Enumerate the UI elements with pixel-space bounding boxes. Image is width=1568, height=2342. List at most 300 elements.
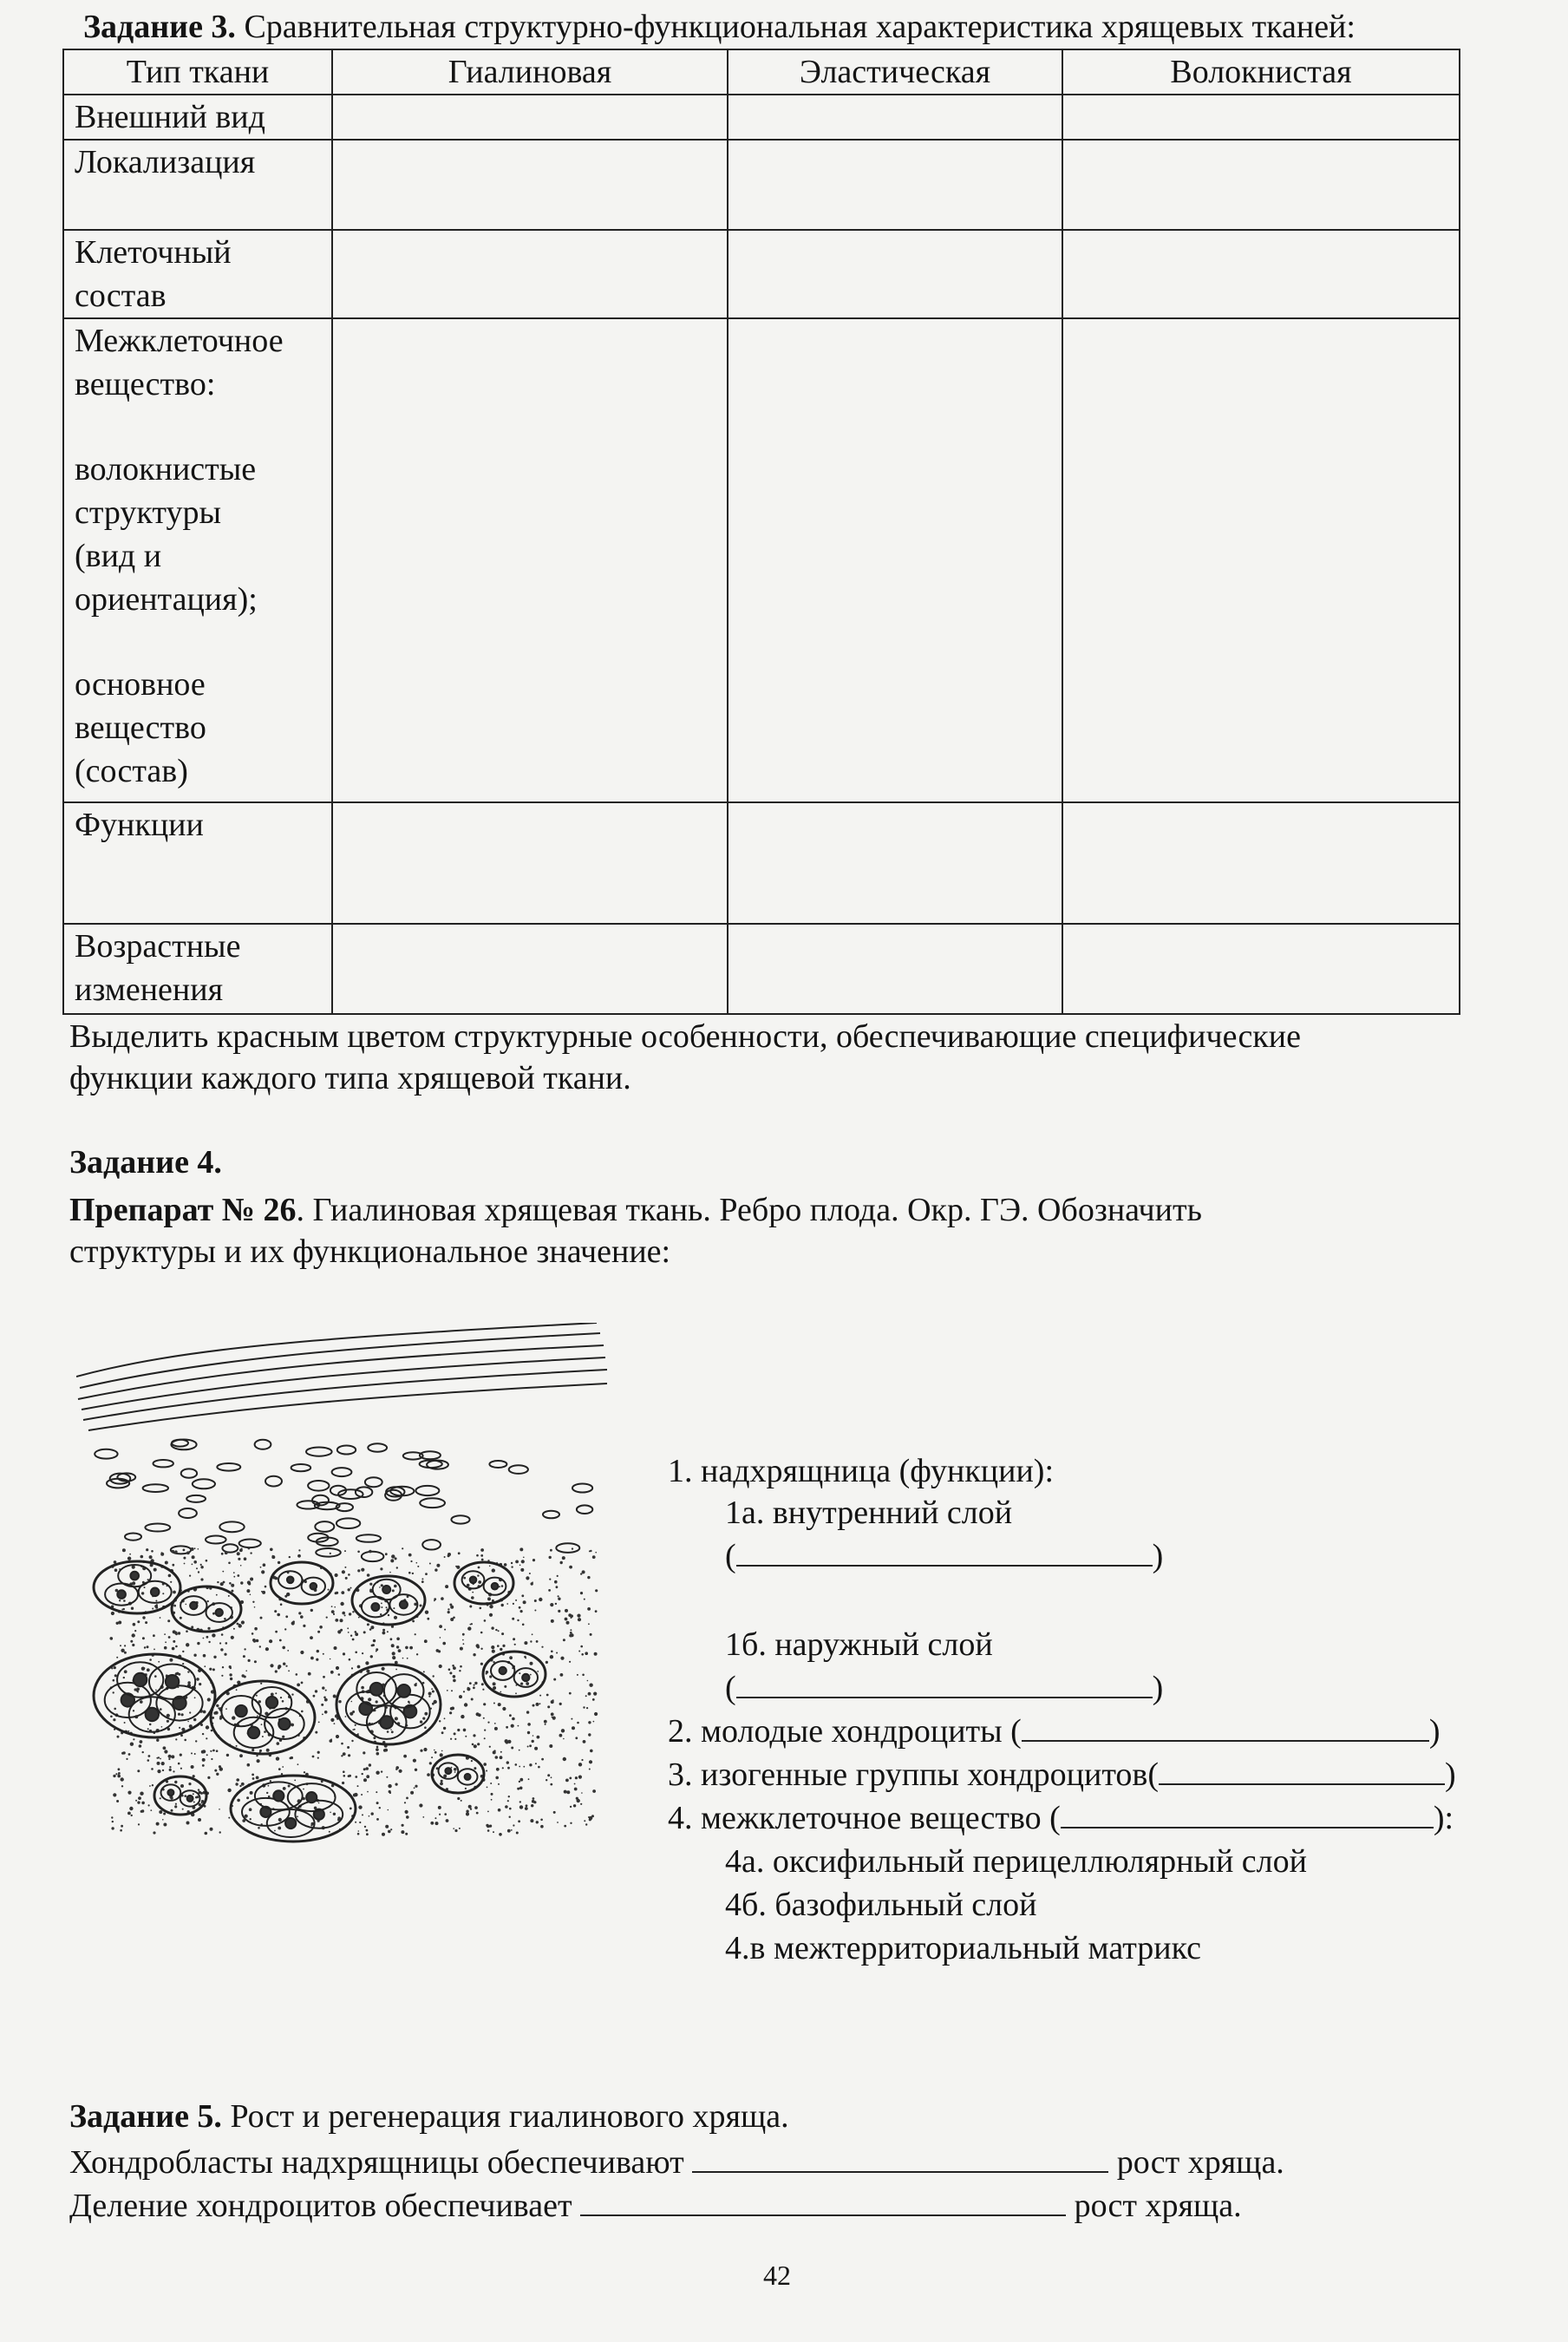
matrix-granule (456, 1566, 460, 1569)
matrix-granule (265, 1586, 267, 1588)
matrix-granule (537, 1671, 539, 1672)
matrix-granule (369, 1763, 371, 1766)
matrix-granule (424, 1726, 427, 1729)
row-age-line2: изменения (75, 971, 224, 1008)
matrix-granule (131, 1607, 134, 1610)
matrix-granule (216, 1750, 219, 1752)
matrix-granule (304, 1771, 305, 1773)
matrix-granule (148, 1804, 150, 1806)
matrix-granule (270, 1664, 273, 1667)
matrix-granule (547, 1774, 550, 1776)
matrix-granule (180, 1768, 182, 1770)
matrix-granule (388, 1809, 389, 1811)
matrix-granule (212, 1613, 215, 1615)
matrix-granule (245, 1670, 247, 1671)
table-cell[interactable] (728, 802, 1062, 924)
matrix-granule (179, 1727, 180, 1729)
matrix-granule (330, 1739, 333, 1743)
matrix-granule (225, 1551, 228, 1554)
matrix-granule (282, 1700, 284, 1703)
matrix-granule (206, 1737, 207, 1739)
matrix-granule (244, 1557, 247, 1560)
matrix-granule (189, 1711, 191, 1713)
matrix-granule (386, 1776, 388, 1778)
matrix-granule (480, 1554, 483, 1557)
matrix-granule (172, 1564, 174, 1567)
matrix-granule (342, 1782, 344, 1784)
matrix-granule (257, 1715, 258, 1717)
matrix-granule (117, 1775, 121, 1778)
matrix-granule (376, 1748, 379, 1751)
matrix-granule (521, 1560, 525, 1563)
matrix-granule (222, 1571, 224, 1573)
matrix-granule (519, 1672, 520, 1674)
matrix-granule (520, 1610, 523, 1613)
answer-blank[interactable] (1061, 1797, 1434, 1828)
matrix-granule (389, 1792, 391, 1794)
matrix-granule (210, 1750, 212, 1752)
matrix-granule (551, 1619, 554, 1623)
matrix-granule (137, 1770, 140, 1772)
matrix-granule (317, 1751, 320, 1754)
matrix-granule (512, 1717, 515, 1721)
matrix-granule (303, 1789, 304, 1790)
matrix-granule (434, 1568, 437, 1571)
matrix-granule (449, 1711, 452, 1714)
matrix-granule (173, 1640, 175, 1643)
matrix-granule (381, 1770, 382, 1772)
matrix-granule (491, 1626, 493, 1629)
young-chondrocyte (265, 1476, 282, 1487)
matrix-granule (420, 1750, 422, 1752)
matrix-granule (519, 1547, 523, 1551)
matrix-granule (362, 1652, 363, 1654)
young-chondrocyte (206, 1536, 226, 1544)
matrix-granule (423, 1748, 427, 1751)
matrix-granule (163, 1823, 167, 1827)
matrix-granule (381, 1603, 382, 1605)
matrix-granule (367, 1623, 369, 1626)
matrix-granule (425, 1573, 428, 1575)
matrix-granule (551, 1712, 554, 1716)
matrix-granule (394, 1616, 397, 1619)
matrix-granule (274, 1610, 277, 1613)
matrix-granule (551, 1700, 554, 1704)
matrix-granule (439, 1665, 442, 1668)
matrix-granule (584, 1820, 585, 1822)
matrix-granule (204, 1665, 206, 1667)
answer-blank[interactable] (736, 1535, 1153, 1567)
matrix-granule (394, 1585, 397, 1588)
matrix-granule (427, 1618, 429, 1620)
matrix-granule (323, 1653, 324, 1655)
matrix-granule (519, 1606, 521, 1609)
matrix-granule (349, 1658, 351, 1661)
matrix-granule (518, 1725, 519, 1727)
matrix-granule (116, 1800, 119, 1802)
matrix-granule (120, 1829, 122, 1832)
young-chondrocyte (556, 1543, 579, 1553)
matrix-granule (424, 1639, 428, 1643)
matrix-granule (499, 1833, 502, 1836)
matrix-granule (182, 1809, 184, 1810)
matrix-granule (564, 1790, 567, 1794)
matrix-granule (200, 1578, 203, 1580)
matrix-granule (410, 1791, 414, 1795)
matrix-granule (203, 1638, 205, 1639)
matrix-granule (563, 1639, 565, 1641)
matrix-granule (183, 1557, 186, 1560)
matrix-granule (595, 1552, 597, 1554)
table-cell[interactable] (332, 95, 728, 140)
matrix-granule (123, 1599, 126, 1602)
matrix-granule (355, 1724, 356, 1726)
matrix-granule (545, 1724, 546, 1725)
matrix-granule (435, 1822, 439, 1825)
matrix-granule (483, 1717, 485, 1719)
matrix-granule (523, 1557, 525, 1559)
table-cell[interactable] (1062, 140, 1460, 230)
table-cell[interactable] (728, 95, 1062, 140)
matrix-granule (355, 1631, 357, 1633)
matrix-granule (402, 1658, 404, 1659)
matrix-granule (330, 1812, 331, 1814)
matrix-granule (354, 1729, 356, 1730)
matrix-granule (536, 1640, 539, 1643)
matrix-granule (151, 1768, 154, 1770)
young-chondrocyte (577, 1505, 592, 1514)
table-row (63, 924, 1460, 1014)
matrix-granule (532, 1797, 535, 1800)
matrix-granule (541, 1646, 543, 1648)
matrix-granule (395, 1669, 397, 1671)
matrix-granule (279, 1639, 282, 1642)
matrix-granule (336, 1592, 338, 1594)
matrix-granule (530, 1819, 533, 1822)
matrix-granule (547, 1705, 550, 1708)
matrix-granule (560, 1657, 564, 1660)
answer-blank[interactable] (736, 1667, 1153, 1698)
matrix-granule (387, 1631, 389, 1632)
label-intercellular-substance: 4. межклеточное вещество ( ): (668, 1797, 1454, 1839)
matrix-granule (593, 1692, 597, 1696)
matrix-granule (348, 1588, 350, 1591)
matrix-granule (123, 1677, 125, 1678)
young-chondrocyte (332, 1468, 352, 1476)
matrix-granule (556, 1652, 558, 1654)
matrix-granule (448, 1668, 451, 1671)
matrix-granule (250, 1594, 252, 1596)
young-chondrocyte (125, 1534, 141, 1541)
matrix-granule (457, 1797, 460, 1800)
matrix-granule (515, 1763, 518, 1766)
matrix-granule (495, 1756, 499, 1759)
matrix-granule (162, 1819, 164, 1821)
matrix-granule (453, 1675, 456, 1678)
matrix-granule (408, 1572, 411, 1574)
matrix-granule (347, 1627, 349, 1629)
matrix-granule (408, 1554, 412, 1557)
task3-instruction-2: функции каждого типа хрящевой ткани. (69, 1060, 631, 1096)
matrix-granule (128, 1753, 131, 1756)
young-chondrocyte (172, 1440, 188, 1447)
young-chondrocyte (306, 1448, 332, 1456)
matrix-granule (468, 1805, 472, 1809)
task3-instruction-1: Выделить красным цветом структурные особенности, обеспечивающие специфические (69, 1018, 1301, 1055)
matrix-granule (578, 1763, 582, 1766)
table-cell[interactable] (728, 924, 1062, 1014)
matrix-granule (203, 1711, 206, 1714)
matrix-granule (498, 1809, 501, 1812)
hyaline-cartilage-drawing (76, 1323, 631, 1843)
matrix-granule (376, 1746, 379, 1749)
matrix-granule (168, 1758, 170, 1760)
matrix-granule (237, 1799, 240, 1802)
matrix-granule (391, 1644, 395, 1647)
matrix-granule (252, 1601, 254, 1603)
matrix-granule (402, 1824, 404, 1827)
matrix-granule (469, 1682, 472, 1685)
matrix-granule (511, 1747, 513, 1750)
matrix-granule (144, 1646, 146, 1648)
matrix-granule (492, 1568, 495, 1572)
matrix-granule (359, 1822, 361, 1823)
matrix-granule (237, 1552, 240, 1555)
matrix-granule (338, 1700, 341, 1703)
matrix-granule (594, 1712, 598, 1716)
table-cell[interactable] (1062, 318, 1460, 802)
matrix-granule (453, 1828, 454, 1829)
matrix-granule (137, 1620, 140, 1623)
matrix-granule (323, 1697, 326, 1699)
header-fibrous: Волокнистая (1062, 49, 1460, 95)
matrix-granule (369, 1583, 372, 1586)
matrix-granule (357, 1551, 360, 1554)
matrix-granule (187, 1671, 189, 1672)
matrix-granule (233, 1576, 235, 1578)
matrix-granule (283, 1787, 286, 1790)
matrix-granule (344, 1550, 346, 1552)
matrix-granule (206, 1560, 208, 1562)
matrix-granule (324, 1711, 328, 1714)
matrix-granule (315, 1731, 317, 1734)
matrix-granule (563, 1757, 566, 1761)
young-chondrocyte (95, 1449, 117, 1459)
matrix-granule (589, 1760, 592, 1763)
table-cell[interactable] (332, 318, 728, 802)
label-inner-layer-blank: ( ) (725, 1535, 1163, 1577)
matrix-granule (110, 1637, 114, 1640)
matrix-granule (280, 1603, 283, 1606)
matrix-granule (193, 1775, 195, 1777)
matrix-granule (425, 1611, 428, 1614)
matrix-granule (206, 1636, 209, 1639)
matrix-granule (357, 1569, 360, 1572)
matrix-granule (140, 1700, 143, 1704)
matrix-granule (201, 1750, 205, 1754)
matrix-granule (260, 1567, 262, 1568)
matrix-granule (271, 1693, 274, 1697)
matrix-granule (472, 1743, 474, 1746)
isogenic-group (454, 1562, 513, 1604)
matrix-granule (513, 1638, 515, 1640)
matrix-granule (121, 1777, 124, 1781)
table-cell[interactable] (728, 318, 1062, 802)
matrix-granule (569, 1692, 572, 1695)
matrix-granule (462, 1633, 465, 1636)
isogenic-group (94, 1654, 215, 1737)
matrix-granule (341, 1743, 343, 1745)
matrix-granule (162, 1593, 164, 1594)
matrix-granule (193, 1654, 196, 1657)
comparison-table (62, 49, 1460, 1015)
table-cell[interactable] (1062, 802, 1460, 924)
matrix-granule (330, 1658, 331, 1660)
matrix-granule (369, 1815, 370, 1817)
matrix-granule (570, 1806, 572, 1808)
matrix-granule (587, 1576, 590, 1579)
matrix-granule (323, 1676, 325, 1678)
matrix-granule (460, 1665, 462, 1668)
matrix-granule (580, 1645, 583, 1648)
young-chondrocyte (181, 1469, 197, 1477)
table-row (63, 802, 1460, 924)
matrix-granule (467, 1626, 471, 1630)
table-cell[interactable] (728, 140, 1062, 230)
matrix-granule (550, 1655, 553, 1658)
matrix-granule (570, 1822, 572, 1824)
matrix-granule (186, 1604, 187, 1606)
matrix-granule (444, 1629, 446, 1631)
matrix-granule (585, 1695, 587, 1697)
matrix-granule (526, 1711, 529, 1713)
table-row (63, 95, 1460, 140)
matrix-granule (310, 1657, 314, 1660)
table-cell[interactable] (728, 230, 1062, 318)
matrix-granule (592, 1789, 596, 1793)
table-cell[interactable] (1062, 230, 1460, 318)
matrix-granule (470, 1624, 472, 1626)
matrix-granule (147, 1668, 150, 1671)
matrix-granule (541, 1758, 544, 1761)
matrix-granule (216, 1704, 219, 1707)
matrix-granule (318, 1802, 320, 1804)
matrix-granule (188, 1783, 191, 1785)
answer-blank[interactable] (580, 2185, 1066, 2216)
table-cell[interactable] (332, 230, 728, 318)
matrix-granule (504, 1685, 506, 1688)
matrix-granule (165, 1641, 167, 1643)
matrix-granule (171, 1550, 174, 1554)
matrix-granule (402, 1547, 403, 1549)
matrix-granule (263, 1563, 266, 1567)
answer-blank[interactable] (1159, 1754, 1445, 1785)
matrix-granule (392, 1589, 395, 1592)
matrix-granule (463, 1643, 465, 1645)
matrix-granule (351, 1701, 353, 1703)
matrix-granule (219, 1642, 221, 1644)
matrix-granule (582, 1674, 585, 1677)
young-chondrocytes (95, 1440, 592, 1562)
matrix-granule (218, 1707, 219, 1709)
matrix-granule (407, 1658, 408, 1659)
matrix-granule (291, 1693, 293, 1695)
answer-blank[interactable] (692, 2142, 1108, 2173)
matrix-granule (585, 1652, 588, 1655)
matrix-granule (484, 1737, 486, 1739)
matrix-granule (147, 1759, 150, 1762)
matrix-granule (558, 1595, 559, 1597)
matrix-granule (424, 1712, 428, 1716)
matrix-granule (113, 1793, 116, 1796)
matrix-granule (358, 1617, 360, 1619)
table-cell[interactable] (332, 802, 728, 924)
matrix-granule (342, 1612, 345, 1615)
matrix-granule (266, 1749, 270, 1752)
matrix-granule (201, 1802, 203, 1803)
matrix-granule (275, 1631, 278, 1633)
table-cell[interactable] (1062, 924, 1460, 1014)
matrix-granule (453, 1666, 456, 1670)
answer-blank[interactable] (1022, 1711, 1429, 1742)
matrix-granule (554, 1580, 558, 1584)
matrix-granule (382, 1632, 386, 1635)
matrix-granule (584, 1599, 585, 1600)
matrix-granule (357, 1785, 359, 1787)
matrix-granule (127, 1791, 131, 1795)
matrix-granule (519, 1565, 521, 1567)
matrix-granule (484, 1619, 487, 1622)
matrix-granule (318, 1722, 320, 1724)
matrix-granule (122, 1548, 126, 1552)
matrix-granule (534, 1599, 537, 1602)
task4-prep-line2: структуры и их функциональное значение: (69, 1233, 671, 1270)
matrix-granule (168, 1755, 172, 1758)
matrix-granule (544, 1720, 547, 1724)
matrix-granule (335, 1573, 338, 1577)
matrix-granule (387, 1730, 389, 1733)
matrix-granule (124, 1652, 127, 1654)
matrix-granule (519, 1781, 520, 1783)
young-chondrocyte (572, 1484, 592, 1493)
matrix-granule (501, 1604, 504, 1606)
matrix-granule (334, 1646, 337, 1650)
matrix-granule (202, 1764, 205, 1767)
matrix-granule (118, 1772, 121, 1775)
matrix-granule (577, 1614, 580, 1618)
table-cell[interactable] (332, 140, 728, 230)
matrix-granule (559, 1703, 562, 1705)
table-cell[interactable] (1062, 95, 1460, 140)
matrix-granule (364, 1826, 366, 1828)
matrix-granule (483, 1703, 486, 1705)
matrix-granule (494, 1723, 496, 1724)
task4-title: Задание 4. (69, 1144, 222, 1181)
young-chondrocyte (509, 1465, 528, 1474)
matrix-granule (154, 1568, 157, 1572)
matrix-granule (527, 1746, 529, 1748)
matrix-granule (381, 1584, 383, 1586)
matrix-granule (206, 1754, 208, 1756)
matrix-granule (474, 1767, 476, 1770)
matrix-granule (344, 1614, 346, 1616)
matrix-granule (282, 1766, 284, 1768)
matrix-granule (140, 1792, 143, 1796)
matrix-granule (580, 1592, 583, 1594)
matrix-granule (463, 1729, 467, 1732)
matrix-granule (551, 1776, 552, 1778)
table-cell[interactable] (332, 924, 728, 1014)
